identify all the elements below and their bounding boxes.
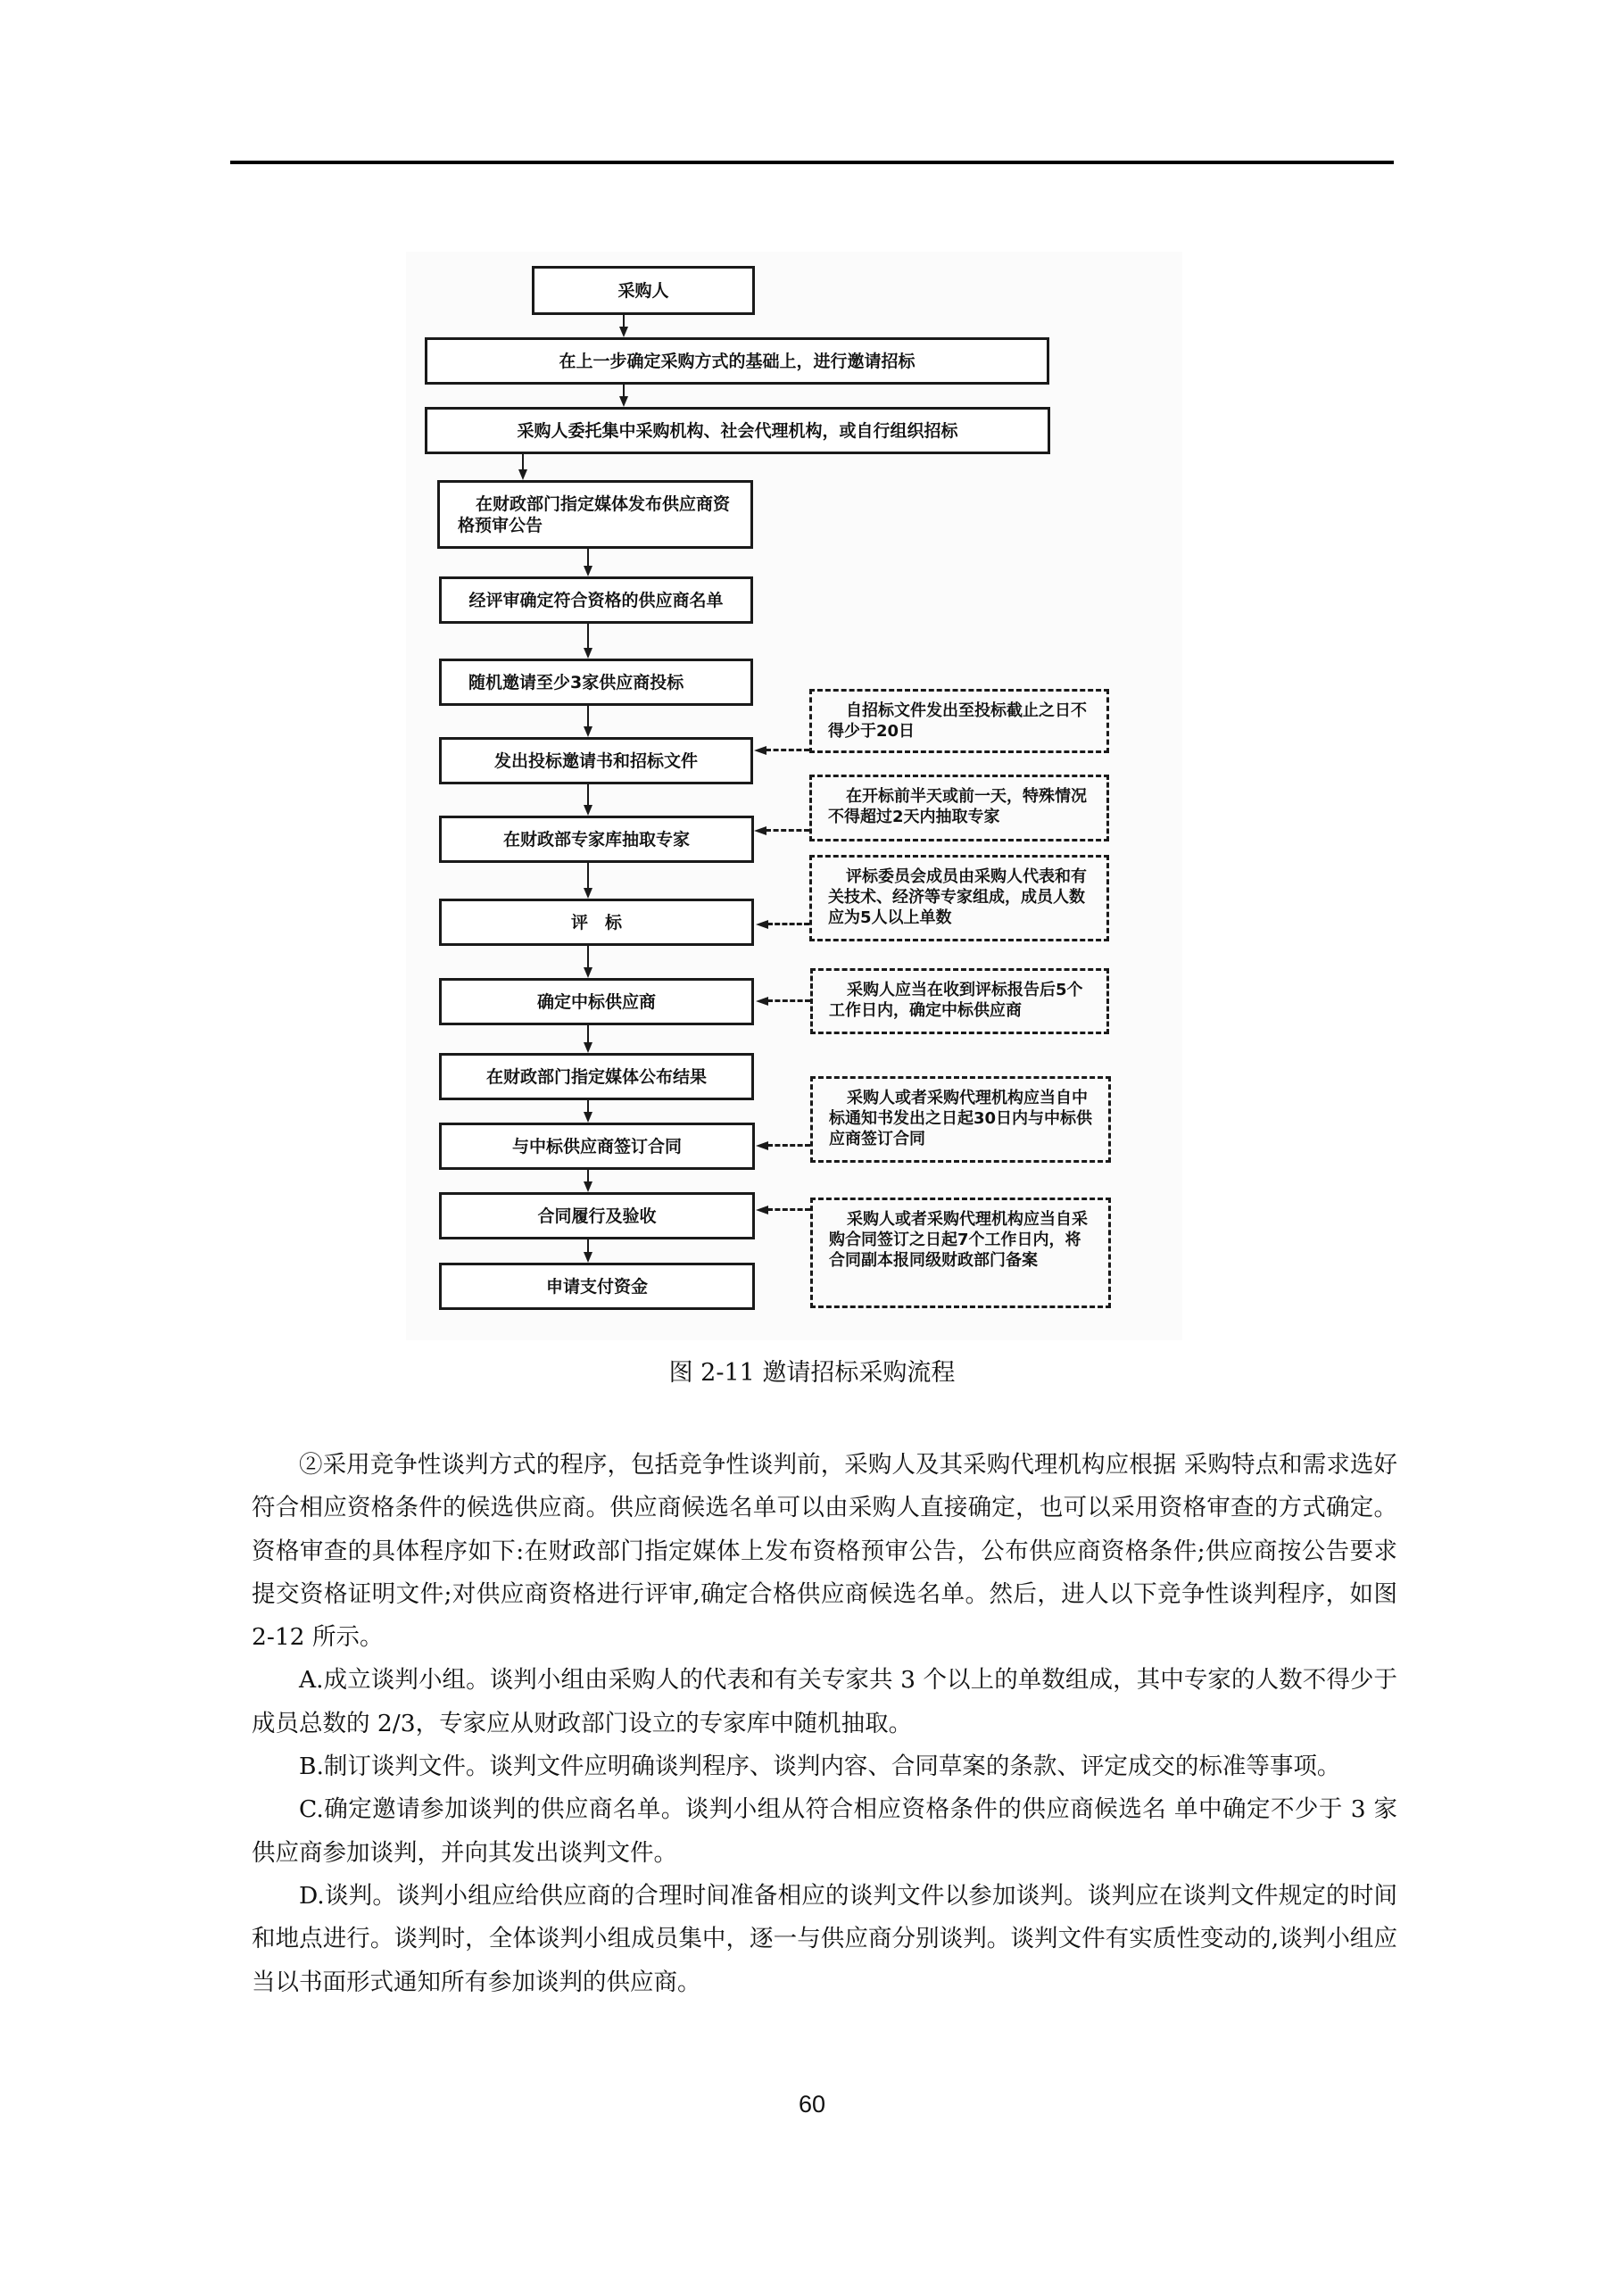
step-invite-bidding: 在上一步确定采购方式的基础上，进行邀请招标: [425, 337, 1049, 385]
note-evaluation-committee: 评标委员会成员由采购人代表和有关技术、经济等专家组成，成员人数应为5人以上单数: [809, 855, 1109, 941]
connector-line: [623, 315, 625, 327]
paragraph-competitive-negotiation-intro: ②采用竞争性谈判方式的程序，包括竞争性谈判前，采购人及其采购代理机构应根据 采购特点和需求选好符合相应资格条件的候选供应商。供应商候选名单可以由采购人直接确定，也可以采用资格审查的方式确定。资格审查的具体程序如下:在财政部门指定媒体上发布资格预审公告，公布供应商资格条件;供应商按公告要求提交资格证明文件;对供应商资格进行评审,确定合格供应商候选名单。然后，进人以下竞争性谈判程序，如图 2-12 所示。: [252, 1451, 1397, 1652]
step-publish-result: 在财政部门指定媒体公布结果: [439, 1053, 754, 1100]
arrow-left-icon: [756, 1141, 768, 1150]
step-entrust-agency: 采购人委托集中采购机构、社会代理机构，或自行组织招标: [425, 407, 1050, 454]
page-number: 60: [798, 2091, 826, 2118]
arrow-down-icon: [619, 396, 628, 407]
step-bid-evaluation: 评 标: [439, 899, 754, 946]
arrow-left-icon: [756, 920, 768, 929]
body-text: [252, 1444, 1397, 2004]
step-purchaser: 采购人: [532, 266, 755, 315]
step-publish-prequalification: 在财政部门指定媒体发布供应商资格预审公告: [437, 480, 753, 549]
connector-line: [623, 385, 625, 397]
note-bidding-period: 自招标文件发出至投标截止之日不得少于20日: [809, 689, 1109, 753]
step-sign-contract: 与中标供应商签订合同: [439, 1123, 755, 1170]
step-determine-winner: 确定中标供应商: [439, 978, 754, 1025]
figure-caption: 图 2-11 邀请招标采购流程: [668, 1359, 956, 1387]
arrow-down-icon: [584, 1181, 592, 1192]
note-contract-deadline: 采购人或者采购代理机构应当自中标通知书发出之日起30日内与中标供应商签订合同: [810, 1076, 1111, 1163]
step-draw-experts: 在财政部专家库抽取专家: [439, 816, 754, 863]
arrow-down-icon: [584, 726, 592, 737]
arrow-down-icon: [584, 967, 592, 978]
arrow-left-icon: [754, 746, 766, 755]
step-issue-invitation-documents: 发出投标邀请书和招标文件: [439, 737, 753, 784]
arrow-left-icon: [754, 826, 766, 835]
note-winner-deadline: 采购人应当在收到评标报告后5个工作日内，确定中标供应商: [810, 968, 1109, 1034]
step-contract-acceptance: 合同履行及验收: [439, 1192, 755, 1239]
arrow-down-icon: [518, 469, 527, 480]
dashed-connector: [767, 999, 810, 1002]
arrow-down-icon: [584, 648, 592, 659]
connector-line: [522, 454, 524, 469]
arrow-down-icon: [584, 1252, 592, 1263]
dashed-connector: [767, 1208, 810, 1211]
connector-line: [587, 863, 589, 888]
connector-line: [587, 1170, 589, 1181]
arrow-down-icon: [584, 566, 592, 576]
dashed-connector: [767, 1144, 810, 1147]
arrow-down-icon: [619, 327, 628, 337]
connector-line: [587, 1239, 589, 1252]
arrow-left-icon: [756, 1206, 768, 1214]
connector-line: [587, 549, 589, 567]
arrow-down-icon: [584, 1112, 592, 1123]
connector-line: [587, 706, 589, 726]
arrow-down-icon: [584, 1042, 592, 1053]
step-qualified-supplier-list: 经评审确定符合资格的供应商名单: [439, 576, 753, 624]
step-invite-three-suppliers: 随机邀请至少3家供应商投标: [439, 659, 753, 706]
arrow-down-icon: [584, 805, 592, 816]
connector-line: [587, 1100, 589, 1112]
arrow-left-icon: [756, 997, 768, 1006]
connector-line: [587, 1025, 589, 1042]
paragraph-step-d: D.谈判。谈判小组应给供应商的合理时间准备相应的谈判文件以参加谈判。谈判应在谈判文件规定的时间和地点进行。谈判时，全体谈判小组成员集中，逐一与供应商分别谈判。谈判文件有实质性变动的,谈判小组应当以书面形式通知所有参加谈判的供应商。: [252, 1881, 1397, 1996]
arrow-down-icon: [584, 888, 592, 899]
connector-line: [587, 784, 589, 805]
paragraph-step-c: C.确定邀请参加谈判的供应商名单。谈判小组从符合相应资格条件的供应商候选名 单中确定不少于 3 家供应商参加谈判，并向其发出谈判文件。: [252, 1795, 1397, 1867]
dashed-connector: [767, 923, 809, 925]
paragraph-step-b: B.制订谈判文件。谈判文件应明确谈判程序、谈判内容、合同草案的条款、评定成交的标准等事项。: [299, 1753, 1341, 1781]
dashed-connector: [766, 749, 809, 751]
step-apply-payment: 申请支付资金: [439, 1263, 755, 1310]
note-expert-draw-timing: 在开标前半天或前一天，特殊情况不得超过2天内抽取专家: [809, 775, 1109, 841]
note-contract-filing: 采购人或者采购代理机构应当自采购合同签订之日起7个工作日内，将合同副本报同级财政部门备案: [810, 1198, 1111, 1308]
dashed-connector: [766, 829, 809, 832]
connector-line: [587, 946, 589, 967]
connector-line: [587, 624, 589, 648]
paragraph-step-a: A.成立谈判小组。谈判小组由采购人的代表和有关专家共 3 个以上的单数组成，其中专家的人数不得少于成员总数的 2/3，专家应从财政部门设立的专家库中随机抽取。: [252, 1666, 1397, 1737]
